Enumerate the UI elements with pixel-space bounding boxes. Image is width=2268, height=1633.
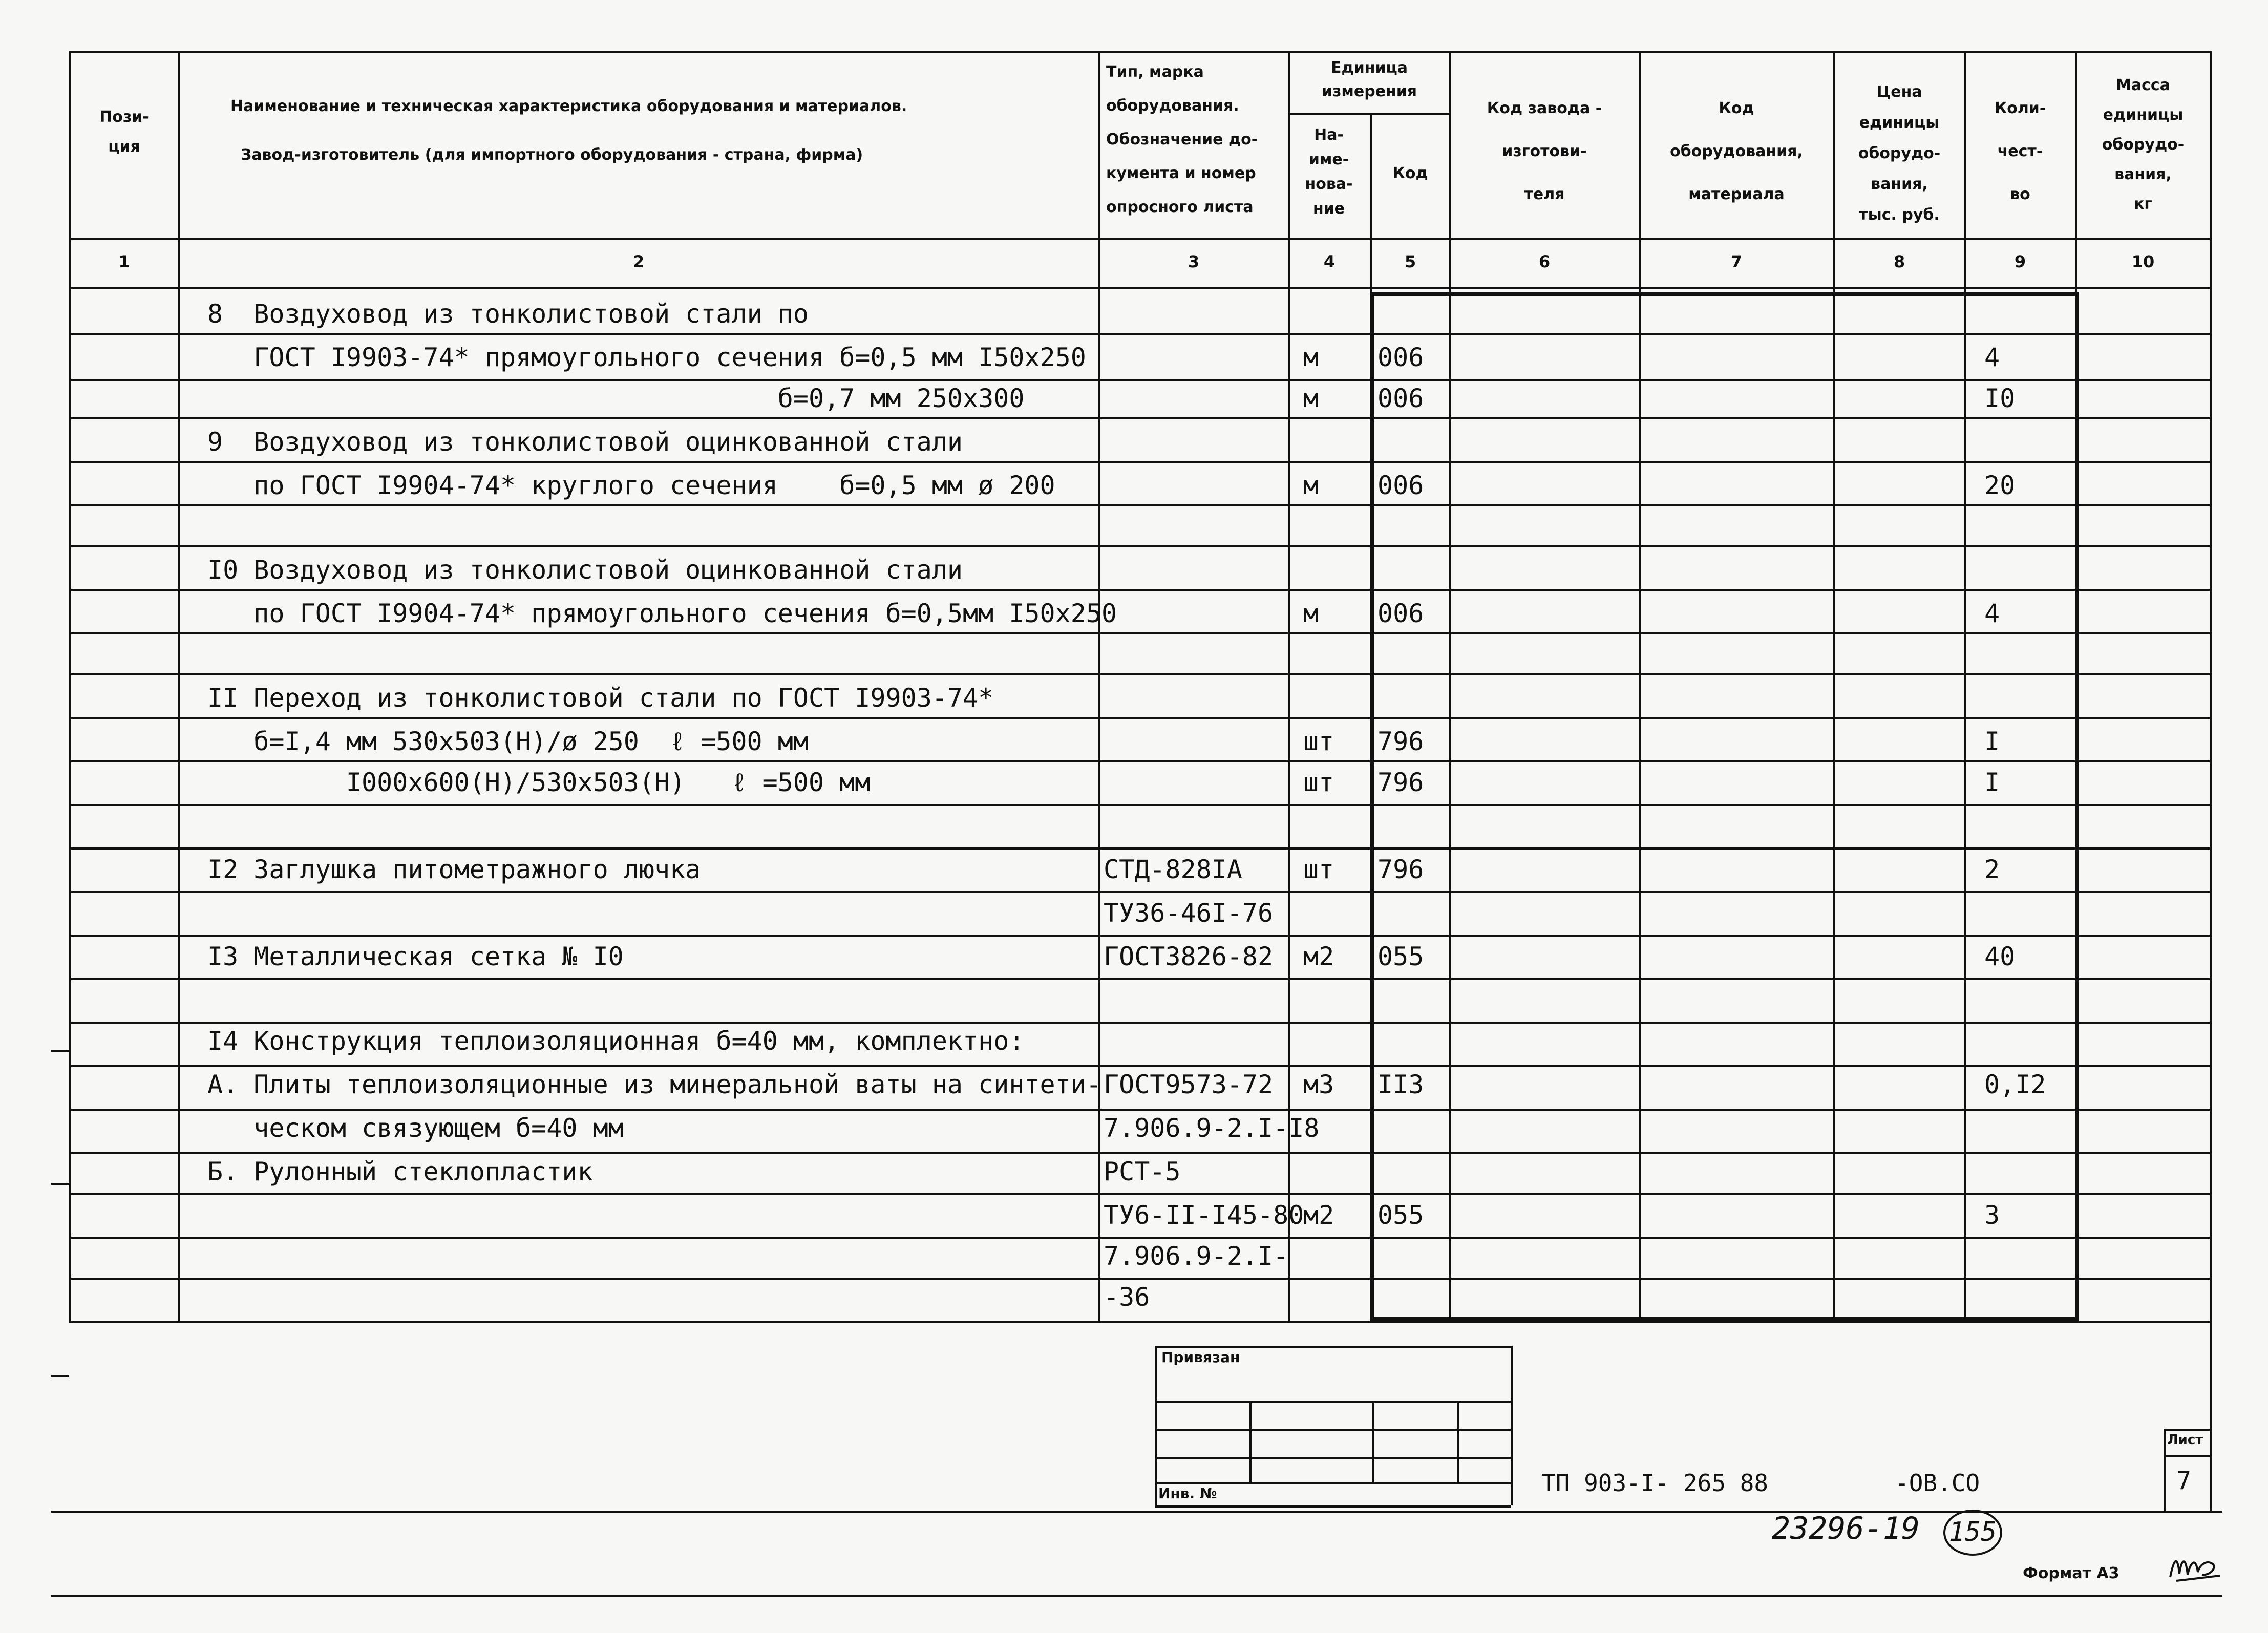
row-unit-code: 796 [1377, 855, 1424, 884]
row-unit-code: 796 [1377, 768, 1424, 797]
colnum-9: 9 [2014, 252, 2026, 271]
row-quantity: 20 [1984, 471, 2016, 500]
row-unit-code: 055 [1377, 1200, 1424, 1230]
circled-number-text: 155 [1948, 1517, 1997, 1547]
row-unit-code: II3 [1377, 1070, 1424, 1099]
row-name: б=I,4 мм 530x503(H)/ø 250 ℓ =500 мм [207, 727, 809, 756]
colnum-7: 7 [1730, 252, 1743, 271]
colnum-1: 1 [118, 252, 130, 271]
header-unit-group: Единица измерения [1321, 59, 1417, 100]
colnum-4: 4 [1323, 252, 1336, 271]
header-quantity: Коли- чест- во [1994, 99, 2046, 203]
signature [2166, 1549, 2222, 1585]
row-unit-code: 006 [1377, 384, 1424, 413]
row-unit-code: 006 [1377, 471, 1424, 500]
row-type-mark: 7.906.9-2.I- [1104, 1241, 1289, 1271]
sheet-number: 7 [2176, 1467, 2191, 1495]
row-quantity: 0,I2 [1984, 1070, 2046, 1099]
header-equipment-code: Код оборудования, материала [1670, 99, 1803, 203]
row-unit-code: 006 [1377, 343, 1424, 372]
header-name-line1: Наименование и техническая характеристика оборудования и материалов. [230, 97, 907, 115]
row-quantity: I [1984, 768, 2000, 797]
row-unit-name: м3 [1303, 1070, 1334, 1099]
row-type-mark: ГОСТ9573-72 [1104, 1070, 1274, 1099]
document-code: ТП 903-I- 265 88 [1541, 1469, 1769, 1497]
row-name: б=0,7 мм 250x300 [207, 384, 1025, 413]
row-name: ческом связующем б=40 мм [207, 1113, 624, 1143]
header-name-line2: Завод-изготовитель (для импортного оборудования - страна, фирма) [241, 146, 863, 164]
row-unit-name: м [1303, 343, 1319, 372]
row-unit-name: м2 [1303, 942, 1334, 971]
row-unit-name: шт [1303, 855, 1334, 884]
header-type-mark: Тип, марка оборудования. Обозначение до- кумента и номер опросного листа [1106, 63, 1258, 216]
row-unit-name: шт [1303, 768, 1334, 797]
circled-number [1943, 1510, 2002, 1556]
row-name: ГОСТ I9903-74* прямоугольного сечения б=0,5 мм I50x250 [207, 343, 1086, 372]
row-unit-name: м2 [1303, 1200, 1334, 1230]
row-type-mark: ТУ36-46I-76 [1104, 898, 1274, 928]
row-name: I2 Заглушка питометражного лючка [207, 855, 701, 884]
row-type-mark: ТУ6-II-I45-80 [1104, 1200, 1304, 1230]
header-factory-code: Код завода - изготови- теля [1487, 99, 1602, 203]
row-type-mark: 7.906.9-2.I-I8 [1104, 1113, 1320, 1143]
row-name: 9 Воздуховод из тонколистовой оцинкованной стали [207, 427, 963, 457]
row-quantity: I [1984, 727, 2000, 756]
row-name: I3 Металлическая сетка № I0 [207, 942, 624, 971]
header-unit-code: Код [1392, 164, 1428, 182]
row-name: I000x600(H)/530x503(H) ℓ =500 мм [207, 768, 871, 797]
row-name: 8 Воздуховод из тонколистовой стали по [207, 299, 809, 329]
row-name: А. Плиты теплоизоляционные из минеральной ваты на синтети- [207, 1070, 1101, 1099]
inventory-label: Инв. № [1158, 1485, 1217, 1502]
handwritten-number: 23296-19 [1772, 1511, 1920, 1546]
row-name: II Переход из тонколистовой стали по ГОСТ I9903-74* [207, 683, 994, 713]
row-unit-name: м [1303, 471, 1319, 500]
header-price: Цена единицы оборудо- вания, тыс. руб. [1858, 83, 1941, 224]
header-unit-name: На- име- нова- ние [1305, 126, 1353, 218]
row-unit-name: м [1303, 599, 1319, 628]
row-quantity: 40 [1984, 942, 2016, 971]
colnum-8: 8 [1893, 252, 1905, 271]
row-quantity: 2 [1984, 855, 2000, 884]
colnum-5: 5 [1404, 252, 1416, 271]
header-mass: Масса единицы оборудо- вания, кг [2102, 76, 2185, 213]
row-quantity: I0 [1984, 384, 2016, 413]
row-name: по ГОСТ I9904-74* круглого сечения б=0,5 мм ø 200 [207, 471, 1055, 500]
row-type-mark: РСТ-5 [1104, 1157, 1181, 1186]
bound-label: Привязан [1161, 1349, 1240, 1366]
row-name: по ГОСТ I9904-74* прямоугольного сечения б=0,5мм I50x250 [207, 599, 1117, 628]
row-unit-code: 055 [1377, 942, 1424, 971]
row-name: Б. Рулонный стеклопластик [207, 1157, 593, 1186]
row-quantity: 4 [1984, 343, 2000, 372]
row-type-mark: -36 [1104, 1282, 1150, 1312]
colnum-10: 10 [2131, 252, 2155, 271]
header-position: Пози- ция [99, 108, 149, 156]
row-quantity: 4 [1984, 599, 2000, 628]
document-suffix: -ОВ.СО [1895, 1469, 1980, 1497]
colnum-2: 2 [632, 252, 645, 271]
row-unit-name: шт [1303, 727, 1334, 756]
sheet-label: Лист [2167, 1432, 2203, 1448]
row-name: I0 Воздуховод из тонколистовой оцинкованной стали [207, 555, 963, 585]
colnum-6: 6 [1538, 252, 1551, 271]
row-unit-code: 006 [1377, 599, 1424, 628]
row-quantity: 3 [1984, 1200, 2000, 1230]
row-unit-name: м [1303, 384, 1319, 413]
row-type-mark: ГОСТ3826-82 [1104, 942, 1274, 971]
row-name: I4 Конструкция теплоизоляционная б=40 мм, комплектно: [207, 1026, 1025, 1056]
row-unit-code: 796 [1377, 727, 1424, 756]
colnum-3: 3 [1188, 252, 1200, 271]
format-label: Формат А3 [2023, 1564, 2119, 1582]
row-type-mark: СТД-828IA [1104, 855, 1242, 884]
